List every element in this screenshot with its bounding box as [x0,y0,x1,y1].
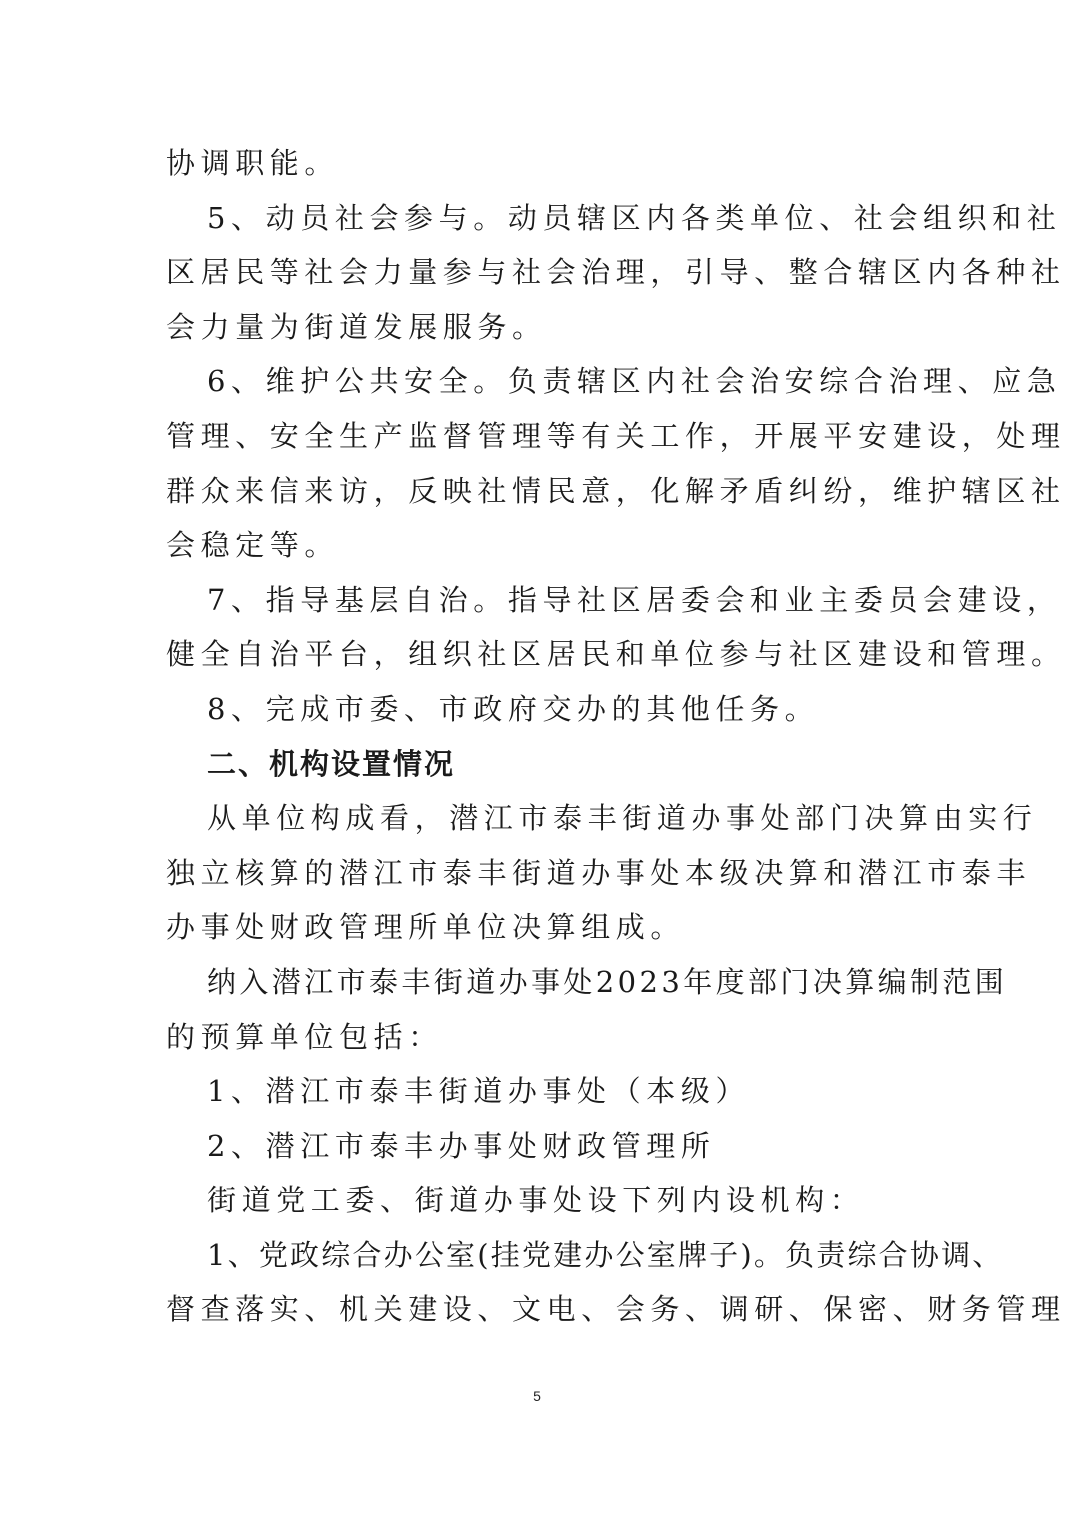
text-line: 2、潜江市泰丰办事处财政管理所 [207,1128,716,1163]
text-line: 群众来信来访，反映社情民意，化解矛盾纠纷，维护辖区社 [166,473,1066,508]
text-line: 会稳定等。 [166,528,340,563]
page-number: 5 [533,1388,541,1404]
text-line: 8、完成市委、市政府交办的其他任务。 [207,691,820,726]
text-line: 从单位构成看，潜江市泰丰街道办事处部门决算由实行 [207,801,1038,836]
text-line: 6、维护公共安全。负责辖区内社会治安综合治理、应急 [207,364,1062,399]
text-line: 纳入潜江市泰丰街道办事处2023年度部门决算编制范围 [207,964,1008,999]
text-line: 管理、安全生产监督管理等有关工作，开展平安建设，处理 [166,418,1066,453]
text-line: 1、潜江市泰丰街道办事处（本级） [207,1074,751,1109]
section-heading: 二、机构设置情况 [207,746,456,781]
text-line: 5、动员社会参与。动员辖区内各类单位、社会组织和社 [207,200,1062,235]
text-line: 的预算单位包括： [166,1019,443,1054]
document-body [166,136,1066,1337]
text-line: 区居民等社会力量参与社会治理，引导、整合辖区内各种社 [166,255,1066,290]
text-line: 1、党政综合办公室(挂党建办公室牌子)。负责综合协调、 [207,1237,1004,1272]
text-line: 独立核算的潜江市泰丰街道办事处本级决算和潜江市泰丰 [166,855,1032,890]
text-line: 街道党工委、街道办事处设下列内设机构： [207,1183,865,1218]
text-line: 督查落实、机关建设、文电、会务、调研、保密、财务管理 [166,1292,1066,1327]
text-line: 会力量为街道发展服务。 [166,309,547,344]
text-line: 7、指导基层自治。指导社区居委会和业主委员会建设， [207,582,1062,617]
text-line: 健全自治平台，组织社区居民和单位参与社区建设和管理。 [166,637,1066,672]
text-line: 协调职能。 [166,146,340,180]
text-line: 办事处财政管理所单位决算组成。 [166,910,686,945]
